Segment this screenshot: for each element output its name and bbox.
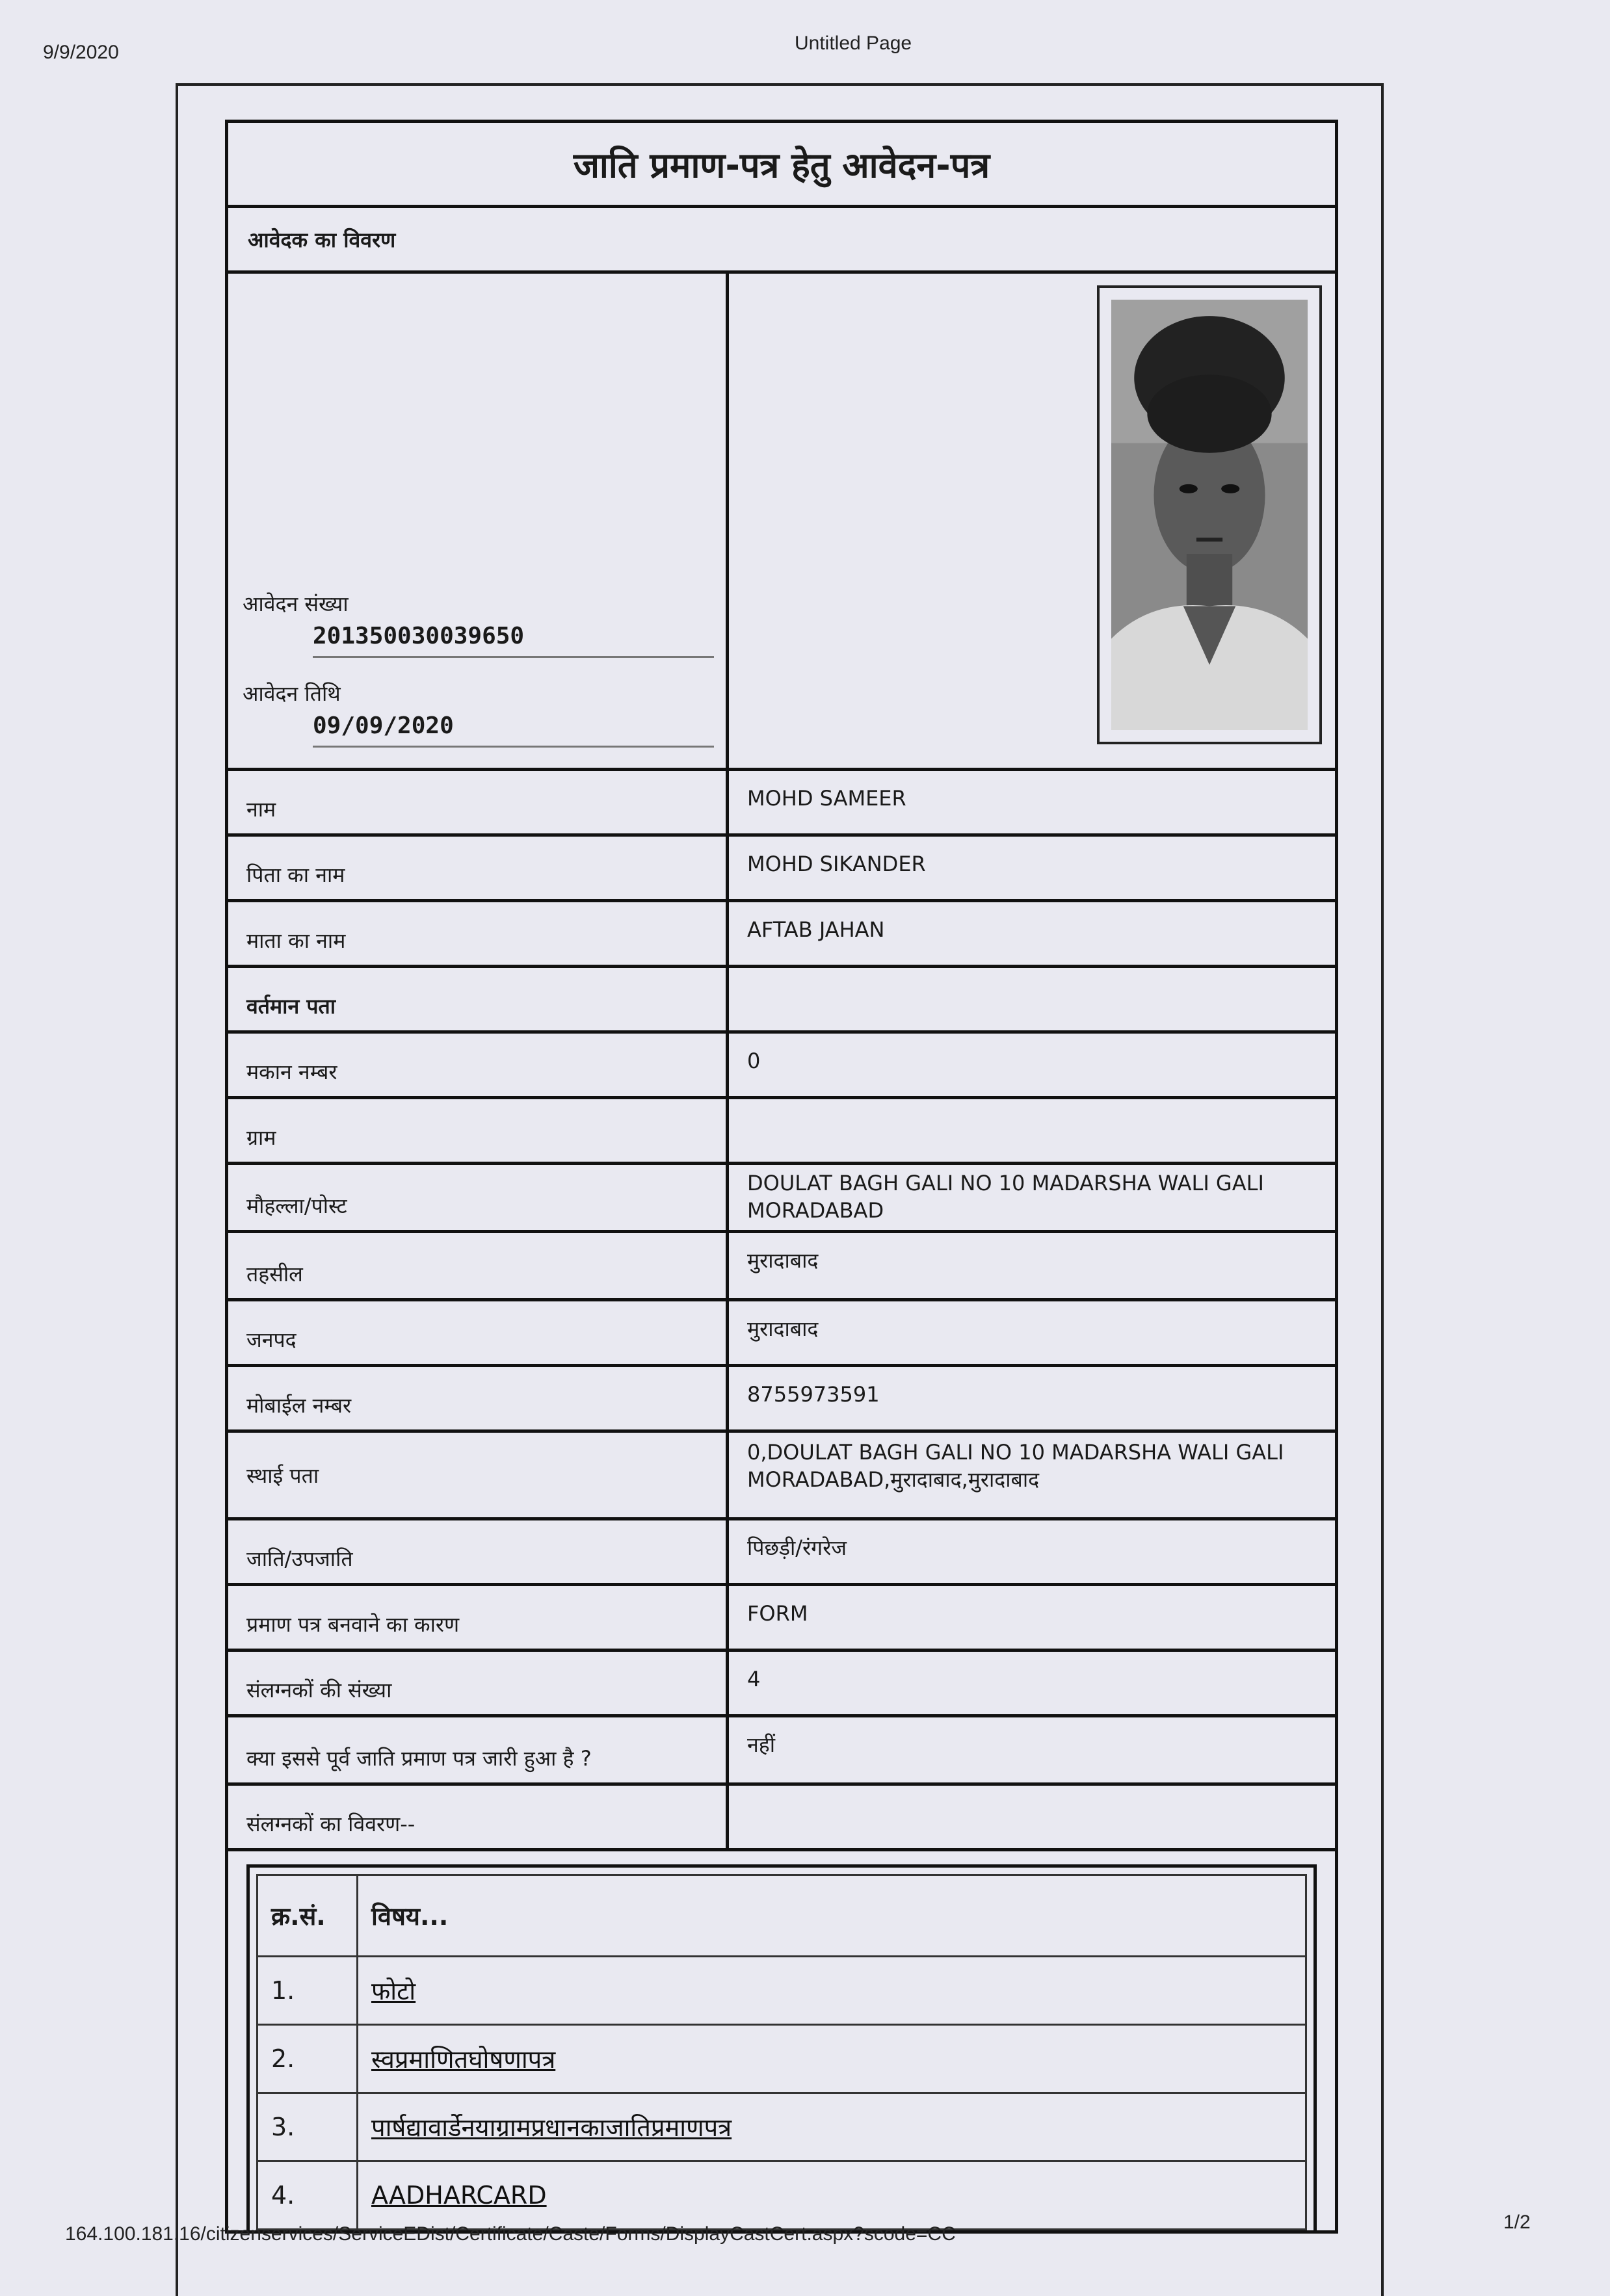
attachment-cell <box>358 2093 1306 2161</box>
applicant-summary <box>228 274 1335 771</box>
row-value: DOULAT BAGH GALI NO 10 MADARSHA WALI GALI MORADABAD <box>747 1171 1264 1223</box>
table-row <box>257 2025 1306 2093</box>
row-label: ग्राम <box>228 1099 729 1162</box>
row-label: नाम <box>228 771 729 833</box>
table-row <box>257 2161 1306 2230</box>
application-number-label: आवेदन संख्या <box>243 592 349 616</box>
row-value: पिछड़ी/रंगरेज <box>747 1535 847 1560</box>
row-label: माता का नाम <box>228 902 729 965</box>
applicant-photo-frame <box>1097 285 1322 744</box>
row-value: MOHD SAMEER <box>747 786 906 811</box>
application-number-value: 201350030039650 <box>313 623 714 658</box>
application-date-value: 09/09/2020 <box>313 712 714 748</box>
attachment-serial: 2. <box>257 2025 358 2093</box>
table-header-row <box>257 1875 1306 1957</box>
application-date-label: आवेदन तिथि <box>243 681 341 706</box>
row-value: मुरादाबाद <box>747 1316 819 1341</box>
attachments-table-frame <box>246 1864 1317 2230</box>
attachment-serial: 4. <box>257 2161 358 2230</box>
row-attachment-count <box>228 1652 1335 1717</box>
row-label: संलग्नकों की संख्या <box>228 1652 729 1714</box>
row-current-address <box>228 968 1335 1034</box>
row-name <box>228 771 1335 837</box>
attachment-link-aadhar-card[interactable]: AADHARCARD <box>371 2181 547 2210</box>
print-date: 9/9/2020 <box>43 42 119 63</box>
print-page-number: 1/2 <box>1503 2211 1531 2233</box>
row-label: मकान नम्बर <box>228 1034 729 1096</box>
row-caste-subcaste <box>228 1520 1335 1586</box>
row-label: प्रमाण पत्र बनवाने का कारण <box>228 1586 729 1649</box>
row-label: पिता का नाम <box>228 837 729 899</box>
application-number-field <box>243 590 714 658</box>
row-permanent-address <box>228 1433 1335 1520</box>
row-mobile-number <box>228 1367 1335 1433</box>
row-label: क्या इससे पूर्व जाति प्रमाण पत्र जारी हुआ है ? <box>228 1717 729 1782</box>
row-label: स्थाई पता <box>228 1433 729 1517</box>
attachment-serial: 3. <box>257 2093 358 2161</box>
row-value <box>729 1786 1335 1848</box>
row-label: संलग्नकों का विवरण-- <box>228 1786 729 1848</box>
row-label: जनपद <box>228 1301 729 1364</box>
row-label: जाति/उपजाति <box>228 1520 729 1583</box>
section-heading: आवेदक का विवरण <box>228 208 1335 274</box>
attachments-table <box>256 1874 1307 2230</box>
row-value: नहीं <box>747 1732 776 1757</box>
print-page-title: Untitled Page <box>795 33 912 54</box>
attachment-cell <box>358 1957 1306 2025</box>
attachment-link-photo[interactable]: फोटो <box>371 1977 416 2005</box>
row-label: मोबाईल नम्बर <box>228 1367 729 1429</box>
row-tehsil <box>228 1233 1335 1301</box>
row-locality-post <box>228 1165 1335 1233</box>
applicant-photo <box>1111 300 1308 730</box>
row-value: FORM <box>747 1601 808 1626</box>
row-village <box>228 1099 1335 1165</box>
attachment-cell <box>358 2161 1306 2230</box>
caste-certificate-form <box>225 120 1338 2234</box>
row-value: MOHD SIKANDER <box>747 852 926 876</box>
row-value: मुरादाबाद <box>747 1248 819 1273</box>
row-previous-certificate <box>228 1717 1335 1786</box>
attachment-cell <box>358 2025 1306 2093</box>
row-value <box>729 1099 1335 1162</box>
row-mother-name <box>228 902 1335 968</box>
row-value <box>729 968 1335 1030</box>
row-district <box>228 1301 1335 1367</box>
attachment-serial: 1. <box>257 1957 358 2025</box>
row-certificate-reason <box>228 1586 1335 1652</box>
subject-header: विषय... <box>358 1875 1306 1957</box>
row-attachment-details <box>228 1786 1335 1851</box>
applicant-photo-icon <box>1111 300 1308 730</box>
serial-header: क्र.सं. <box>257 1875 358 1957</box>
row-label: तहसील <box>228 1233 729 1298</box>
row-value: 0 <box>747 1049 761 1073</box>
row-value: 4 <box>747 1667 761 1691</box>
row-value: AFTAB JAHAN <box>747 917 885 942</box>
attachment-link-councillor-certificate[interactable]: पार्षद्यावार्डेनयाग्रामप्रधानकाजातिप्रमाणपत्र <box>371 2113 732 2142</box>
application-meta <box>228 274 729 768</box>
form-title: जाति प्रमाण-पत्र हेतु आवेदन-पत्र <box>228 123 1335 208</box>
row-father-name <box>228 837 1335 902</box>
attachment-link-self-declaration[interactable]: स्वप्रमाणितघोषणापत्र <box>371 2045 556 2074</box>
print-url: 164.100.181.16/citizenservices/ServiceEDist/Certificate/Caste/Forms/DisplayCastCert.aspx?scode=CC <box>65 2223 956 2245</box>
row-label: वर्तमान पता <box>228 968 729 1030</box>
row-value: 8755973591 <box>747 1382 880 1407</box>
application-date-field <box>243 679 714 748</box>
table-row <box>257 1957 1306 2025</box>
photo-cell <box>729 274 1335 768</box>
row-label: मौहल्ला/पोस्ट <box>228 1165 729 1230</box>
attachments-section <box>228 1851 1335 2230</box>
row-house-number <box>228 1034 1335 1099</box>
row-value: 0,DOULAT BAGH GALI NO 10 MADARSHA WALI GALI MORADABAD,मुरादाबाद,मुरादाबाद <box>747 1440 1284 1492</box>
table-row <box>257 2093 1306 2161</box>
